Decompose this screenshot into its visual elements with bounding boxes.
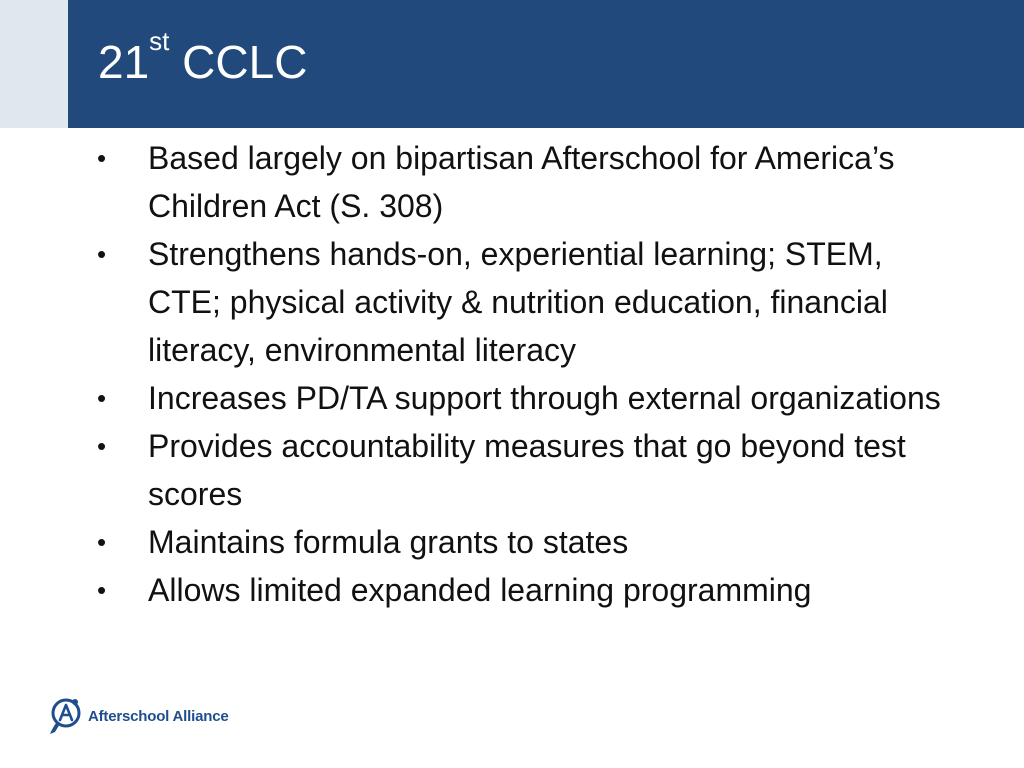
slide-title bbox=[98, 26, 308, 90]
afterschool-alliance-logo-icon bbox=[48, 696, 84, 736]
bullet-dot: • bbox=[97, 383, 107, 413]
bullet-text: Allows limited expanded learning programming bbox=[148, 572, 812, 608]
left-accent-strip bbox=[0, 0, 68, 128]
title-superscript: st bbox=[149, 26, 170, 56]
bullet-dot: • bbox=[97, 431, 107, 461]
bullet-dot: • bbox=[97, 143, 107, 173]
bullet-item bbox=[0, 374, 1024, 422]
bullet-text: Provides accountability measures that go beyond test scores bbox=[148, 428, 906, 512]
bullet-item bbox=[0, 566, 1024, 614]
bullet-dot: • bbox=[97, 575, 107, 605]
afterschool-alliance-logo bbox=[48, 696, 228, 736]
bullet-text: Maintains formula grants to states bbox=[148, 524, 629, 560]
bullet-dot: • bbox=[97, 527, 107, 557]
bullet-item bbox=[0, 518, 1024, 566]
bullet-item bbox=[0, 230, 1024, 374]
bullet-list bbox=[0, 134, 1024, 614]
bullet-text: Based largely on bipartisan Afterschool for America’s Children Act (S. 308) bbox=[148, 140, 895, 224]
title-number: 21 bbox=[98, 36, 150, 88]
bullet-dot: • bbox=[97, 239, 107, 269]
bullet-item bbox=[0, 134, 1024, 230]
bullet-item bbox=[0, 422, 1024, 518]
title-text: CCLC bbox=[169, 36, 308, 88]
bullet-text: Increases PD/TA support through external organizations bbox=[148, 380, 941, 416]
logo-text: Afterschool Alliance bbox=[88, 707, 229, 725]
bullet-text: Strengthens hands-on, experiential learning; STEM, CTE; physical activity & nutrition education, financial literacy, environmental literacy bbox=[148, 236, 888, 368]
